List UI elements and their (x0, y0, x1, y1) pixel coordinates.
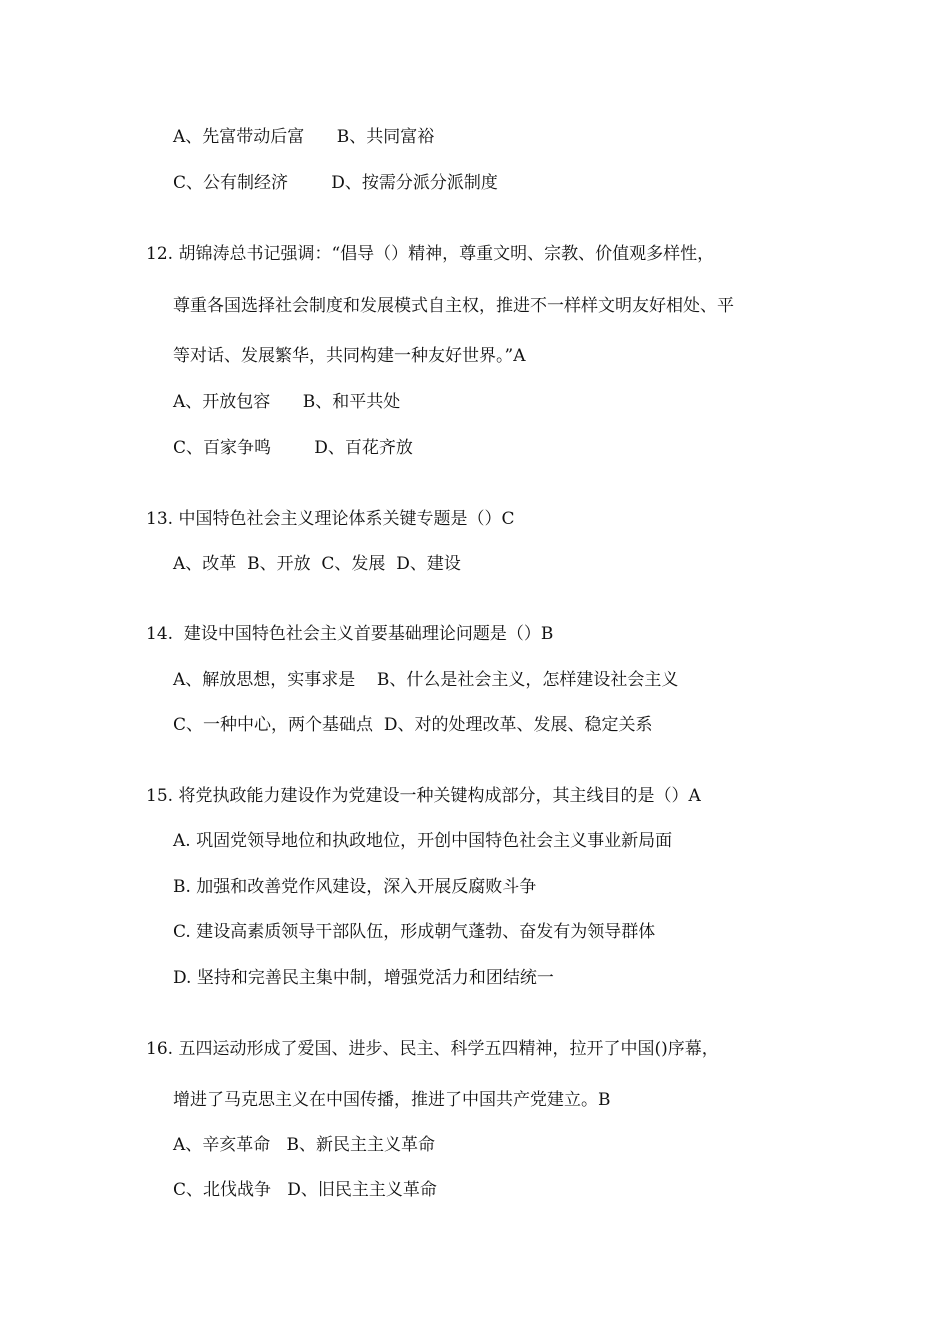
q15-option-b: B. 加强和改善党作风建设，深入开展反腐败斗争 (173, 877, 537, 897)
q13-stem: 13. 中国特色社会主义理论体系关键专题是（）C (146, 509, 515, 529)
q16-option-a-b: A、辛亥革命 B、新民主主义革命 (173, 1135, 435, 1155)
q12-stem-line-2: 尊重各国选择社会制度和发展模式自主权，推进不一样样文明友好相处、平 (173, 296, 734, 316)
q15-option-a: A. 巩固党领导地位和执政地位，开创中国特色社会主义事业新局面 (173, 831, 673, 851)
q14-stem: 14. 建设中国特色社会主义首要基础理论问题是（）B (146, 624, 554, 644)
q12-stem-line-1: 12. 胡锦涛总书记强调：“倡导（）精神，尊重文明、宗教、价值观多样性， (146, 244, 715, 264)
q16-option-c-d: C、北伐战争 D、旧民主主义革命 (173, 1180, 437, 1200)
q15-option-c: C. 建设高素质领导干部队伍，形成朝气蓬勃、奋发有为领导群体 (173, 922, 656, 942)
q15-option-d: D. 坚持和完善民主集中制，增强党活力和团结统一 (173, 968, 554, 988)
q15-stem: 15. 将党执政能力建设作为党建设一种关键构成部分，其主线目的是（）A (146, 786, 701, 806)
q13-options: A、改革 B、开放 C、发展 D、建设 (173, 554, 461, 574)
q16-stem-line-1: 16. 五四运动形成了爱国、进步、民主、科学五四精神，拉开了中国()序幕， (146, 1039, 719, 1059)
q14-option-a-b: A、解放思想，实事求是 B、什么是社会主义，怎样建设社会主义 (173, 670, 679, 690)
q16-stem-line-2: 增进了马克思主义在中国传播，推进了中国共产党建立。B (173, 1090, 611, 1110)
q12-option-a-b: A、开放包容 B、和平共处 (173, 392, 401, 412)
q11-option-a-b: A、先富带动后富 B、共同富裕 (173, 127, 435, 147)
q14-option-c-d: C、一种中心，两个基础点 D、对的处理改革、发展、稳定关系 (173, 715, 653, 735)
q12-stem-line-3: 等对话、发展繁华，共同构建一种友好世界。”A (173, 346, 526, 366)
q12-option-c-d: C、百家争鸣 D、百花齐放 (173, 438, 413, 458)
q11-option-c-d: C、公有制经济 D、按需分派分派制度 (173, 173, 498, 193)
